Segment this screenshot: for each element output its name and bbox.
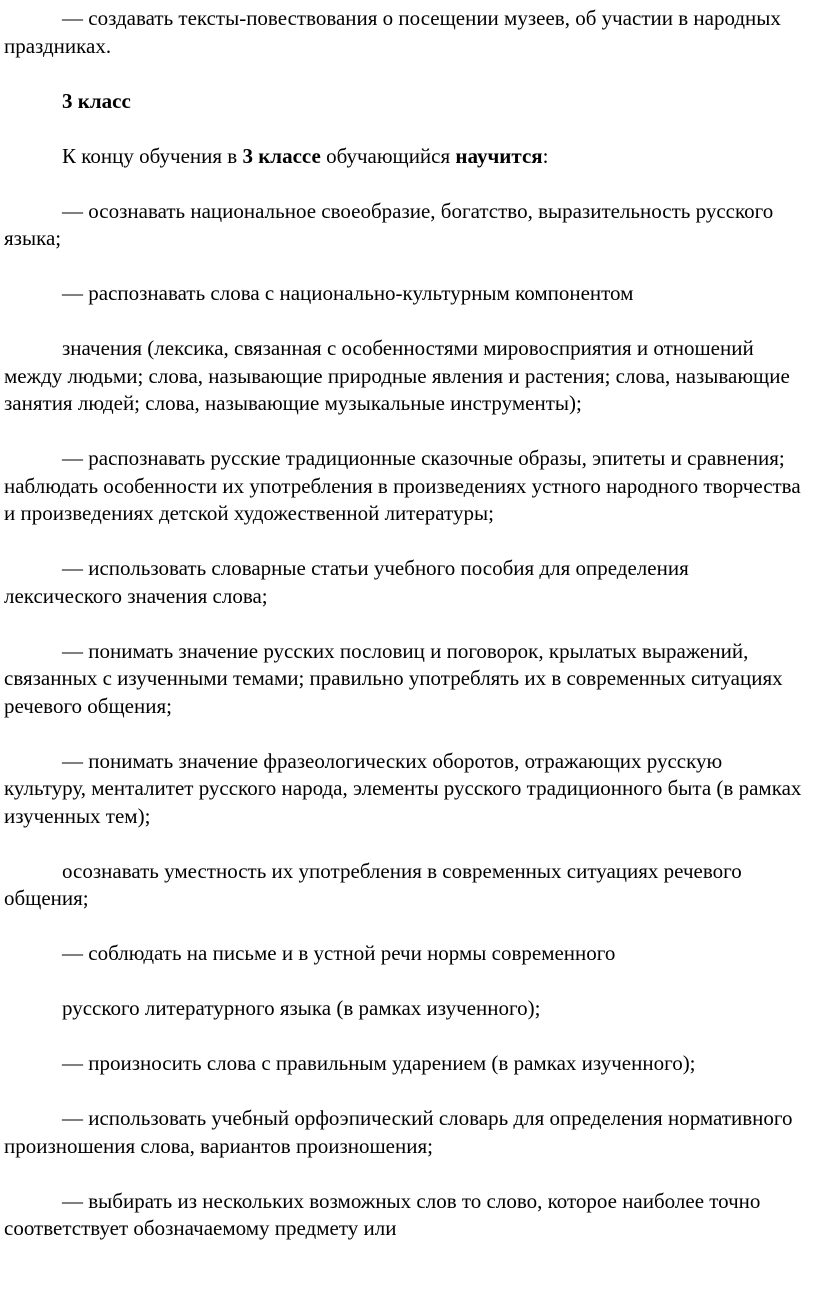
paragraph-orthoepic-dictionary: — использовать учебный орфоэпический словарь для определения нормативного произношения слова, вариантов произношения; bbox=[4, 1106, 793, 1158]
paragraph-intro bbox=[4, 143, 808, 171]
intro-bold-will-learn: научится bbox=[455, 143, 543, 168]
paragraph-appropriateness: осознавать уместность их употребления в современных ситуациях речевого общения; bbox=[4, 858, 742, 910]
paragraph-word-choice: — выбирать из нескольких возможных слов то слово, которое наиболее точно соответствует обозначаемому предмету или bbox=[4, 1188, 761, 1240]
paragraph-proverbs: — понимать значение русских пословиц и поговорок, крылатых выражений, связанных с изученными темами; правильно употреблять их в современных ситуациях речевого общения; bbox=[4, 638, 783, 718]
intro-bold-grade: 3 классе bbox=[242, 143, 321, 168]
paragraph-national-identity: — осознавать национальное своеобразие, богатство, выразительность русского языка; bbox=[4, 198, 774, 250]
intro-text-c: обучающийся bbox=[320, 143, 456, 168]
paragraph-literary-language: русского литературного языка (в рамках изученного); bbox=[62, 996, 541, 1020]
intro-text-e: : bbox=[542, 143, 549, 168]
intro-text-a: К концу обучения в bbox=[62, 143, 243, 168]
paragraph-phraseology: — понимать значение фразеологических оборотов, отражающих русскую культуру, менталитет русского народа, элементы русского традиционного быта (в рамках изученных тем); bbox=[4, 748, 802, 828]
paragraph-fairy-tale-images: — распознавать русские традиционные сказочные образы, эпитеты и сравнения; наблюдать особенности их употребления в произведениях устного народного творчества и произведениях детской художественной литературы; bbox=[4, 446, 801, 525]
section-heading-grade-3 bbox=[4, 88, 808, 116]
paragraph-norms: — соблюдать на письме и в устной речи нормы современного bbox=[62, 941, 616, 965]
paragraph-dictionary-entries: — использовать словарные статьи учебного пособия для определения лексического значения слова; bbox=[4, 556, 689, 608]
paragraph-stress: — произносить слова с правильным ударением (в рамках изученного); bbox=[62, 1051, 696, 1075]
paragraph-meaning-lexicon: значения (лексика, связанная с особенностями мировосприятия и отношений между людьми; слова, называющие природные явления и растения; слова, называющие занятия людей; слова, называющие музыкальные инструменты); bbox=[4, 336, 790, 415]
heading-text: 3 класс bbox=[62, 88, 131, 113]
paragraph-recognize-words: — распознавать слова с национально-культурным компонентом bbox=[62, 281, 634, 305]
paragraph-museum-texts: — создавать тексты-повествования о посещении музеев, об участии в народных праздниках. bbox=[4, 6, 781, 58]
